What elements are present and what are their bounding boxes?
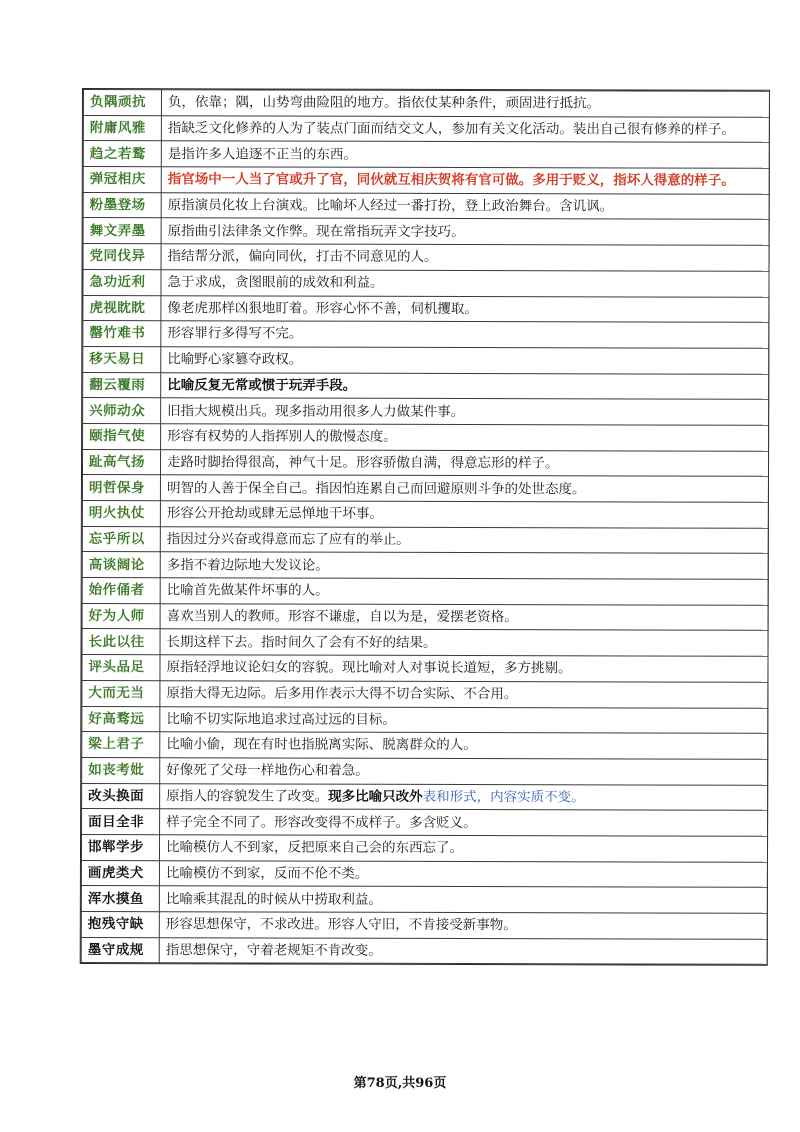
table-row xyxy=(81,937,767,964)
table-row xyxy=(82,629,768,656)
idiom-definition: 形容思想保守，不求改进。形容人守旧，不肯接受新事物。 xyxy=(159,912,767,939)
idiom-definition: 比喻模仿人不到家，反把原来自己会的东西忘了。 xyxy=(159,835,767,862)
idiom-term: 高谈阔论 xyxy=(82,552,160,578)
idiom-term: 忘乎所以 xyxy=(82,526,160,552)
idiom-term: 评头品足 xyxy=(82,655,160,681)
idiom-term: 粉墨登场 xyxy=(83,192,161,218)
idiom-term: 墨守成规 xyxy=(81,937,159,963)
table-row xyxy=(82,680,768,707)
idiom-definition: 是指许多人追逐不正当的东西。 xyxy=(161,141,769,168)
definition-segment: 原指人的容貌发生了改变。 xyxy=(166,788,329,805)
table-row xyxy=(82,783,768,810)
idiom-term: 舞文弄墨 xyxy=(83,218,161,244)
table-row xyxy=(83,115,769,142)
definition-segment: 表和形式，内容实质不变。 xyxy=(422,788,585,806)
idiom-term: 改头换面 xyxy=(82,783,160,809)
table-row xyxy=(83,346,769,373)
idiom-term: 虎视眈眈 xyxy=(83,295,161,321)
table-row xyxy=(82,578,768,605)
idiom-definition: 明智的人善于保全自己。指因怕连累自己而回避原则斗争的处世态度。 xyxy=(160,475,768,502)
idiom-term: 浑水摸鱼 xyxy=(81,886,159,912)
idiom-definition: 指思想保守，守着老规矩不肯改变。 xyxy=(159,937,767,964)
table-row xyxy=(83,244,769,271)
table-row xyxy=(82,552,768,579)
idiom-definition: 形容公开抢劫或肆无忌惮地干坏事。 xyxy=(160,501,768,528)
idiom-definition: 急于求成，贪图眼前的成效和利益。 xyxy=(161,270,769,297)
table-row xyxy=(81,912,767,939)
idiom-definition: 原指大得无边际。后多用作表示大得不切合实际、不合用。 xyxy=(160,681,768,708)
table-row xyxy=(83,321,769,348)
idiom-term: 好为人师 xyxy=(82,603,160,629)
idiom-term: 面目全非 xyxy=(82,809,160,835)
idiom-term: 急功近利 xyxy=(83,269,161,295)
idiom-term: 趾高气扬 xyxy=(82,449,160,475)
idiom-definition: 原指轻浮地议论妇女的容貌。现比喻对人对事说长道短，多方挑剔。 xyxy=(160,655,768,682)
table-row xyxy=(82,655,768,682)
table-row xyxy=(83,192,769,219)
table-row xyxy=(83,90,769,117)
idiom-term: 明哲保身 xyxy=(82,475,160,501)
idiom-definition: 原指演员化妆上台演戏。比喻坏人经过一番打扮，登上政治舞台。含讥讽。 xyxy=(161,192,769,219)
table-row xyxy=(83,141,769,168)
idiom-definition: 指因过分兴奋或得意而忘了应有的举止。 xyxy=(160,526,768,553)
idiom-term: 移天易日 xyxy=(83,346,161,372)
table-row xyxy=(83,295,769,322)
table-row xyxy=(82,706,768,733)
idiom-definition: 比喻模仿不到家，反而不伦不类。 xyxy=(159,860,767,887)
idiom-definition: 形容有权势的人指挥别人的傲慢态度。 xyxy=(161,424,769,451)
table-row xyxy=(83,218,769,245)
idiom-term: 画虎类犬 xyxy=(81,860,159,886)
idiom-table xyxy=(81,89,770,965)
table-row xyxy=(81,886,767,913)
table-row xyxy=(83,423,769,450)
idiom-definition: 比喻小偷，现在有时也指脱离实际、脱离群众的人。 xyxy=(160,732,768,759)
table-row xyxy=(83,398,769,425)
idiom-table-container xyxy=(80,88,770,966)
idiom-definition: 指官场中一人当了官或升了官，同伙就互相庆贺将有官可做。多用于贬义，指坏人得意的样子。 xyxy=(161,167,769,194)
idiom-definition: 负，依靠；隅，山势弯曲险阻的地方。指依仗某种条件，顽固进行抵抗。 xyxy=(161,90,769,117)
idiom-term: 颐指气使 xyxy=(83,423,161,449)
table-row xyxy=(81,834,767,861)
idiom-term: 附庸风雅 xyxy=(83,115,161,141)
idiom-term: 负隅顽抗 xyxy=(83,90,161,116)
page-number: 第78页,共96页 xyxy=(353,1076,447,1091)
table-row xyxy=(82,475,768,502)
idiom-term: 翻云覆雨 xyxy=(83,372,161,398)
idiom-definition: 长期这样下去。指时间久了会有不好的结果。 xyxy=(160,629,768,656)
idiom-definition: 像老虎那样凶狠地盯着。形容心怀不善，伺机攫取。 xyxy=(161,295,769,322)
idiom-definition: 比喻反复无常或惯于玩弄手段。 xyxy=(161,372,769,399)
idiom-definition: 比喻野心家篡夺政权。 xyxy=(161,347,769,374)
table-row xyxy=(82,526,768,553)
idiom-term: 抱残守缺 xyxy=(81,912,159,938)
idiom-definition: 走路时脚抬得很高，神气十足。形容骄傲自满，得意忘形的样子。 xyxy=(160,449,768,476)
idiom-definition: 样子完全不同了。形容改变得不成样子。多含贬义。 xyxy=(160,809,768,836)
table-row xyxy=(82,603,768,630)
table-row xyxy=(82,757,768,784)
idiom-definition: 旧指大规模出兵。现多指动用很多人力做某件事。 xyxy=(161,398,769,425)
idiom-definition: 喜欢当别人的教师。形容不谦虚，自以为是，爱摆老资格。 xyxy=(160,603,768,630)
idiom-term: 好高骛远 xyxy=(82,706,160,732)
idiom-definition: 比喻不切实际地追求过高过远的目标。 xyxy=(160,706,768,733)
idiom-term: 邯郸学步 xyxy=(81,834,159,860)
idiom-definition: 指缺乏文化修养的人为了装点门面而结交文人，参加有关文化活动。装出自己很有修养的样子。 xyxy=(161,115,769,142)
table-row xyxy=(83,167,769,194)
idiom-term: 始作俑者 xyxy=(82,578,160,604)
idiom-term: 罄竹难书 xyxy=(83,321,161,347)
idiom-definition: 原指曲引法律条文作弊。现在常指玩弄文字技巧。 xyxy=(161,218,769,245)
idiom-definition: 比喻首先做某件坏事的人。 xyxy=(160,578,768,605)
idiom-term: 长此以往 xyxy=(82,629,160,655)
idiom-definition: 多指不着边际地大发议论。 xyxy=(160,552,768,579)
idiom-term: 大而无当 xyxy=(82,680,160,706)
table-row xyxy=(82,732,768,759)
idiom-term: 明火执仗 xyxy=(82,501,160,527)
table-row xyxy=(82,501,768,528)
idiom-definition: 好像死了父母一样地伤心和着急。 xyxy=(160,758,768,785)
idiom-term: 如丧考妣 xyxy=(82,757,160,783)
idiom-definition: 指结帮分派，偏向同伙，打击不同意见的人。 xyxy=(161,244,769,271)
idiom-term: 梁上君子 xyxy=(82,732,160,758)
table-row xyxy=(83,372,769,399)
table-row xyxy=(81,860,767,887)
idiom-definition: 形容罪行多得写不完。 xyxy=(161,321,769,348)
table-row xyxy=(82,809,768,836)
idiom-term: 兴师动众 xyxy=(83,398,161,424)
idiom-definition xyxy=(160,783,768,810)
table-row xyxy=(82,449,768,476)
table-row xyxy=(83,269,769,296)
idiom-term: 趋之若鹜 xyxy=(83,141,161,167)
idiom-definition: 比喻乘其混乱的时候从中捞取利益。 xyxy=(159,886,767,913)
definition-segment: 现多比喻只改外 xyxy=(328,788,423,805)
idiom-term: 党同伐异 xyxy=(83,244,161,270)
idiom-term: 弹冠相庆 xyxy=(83,167,161,193)
